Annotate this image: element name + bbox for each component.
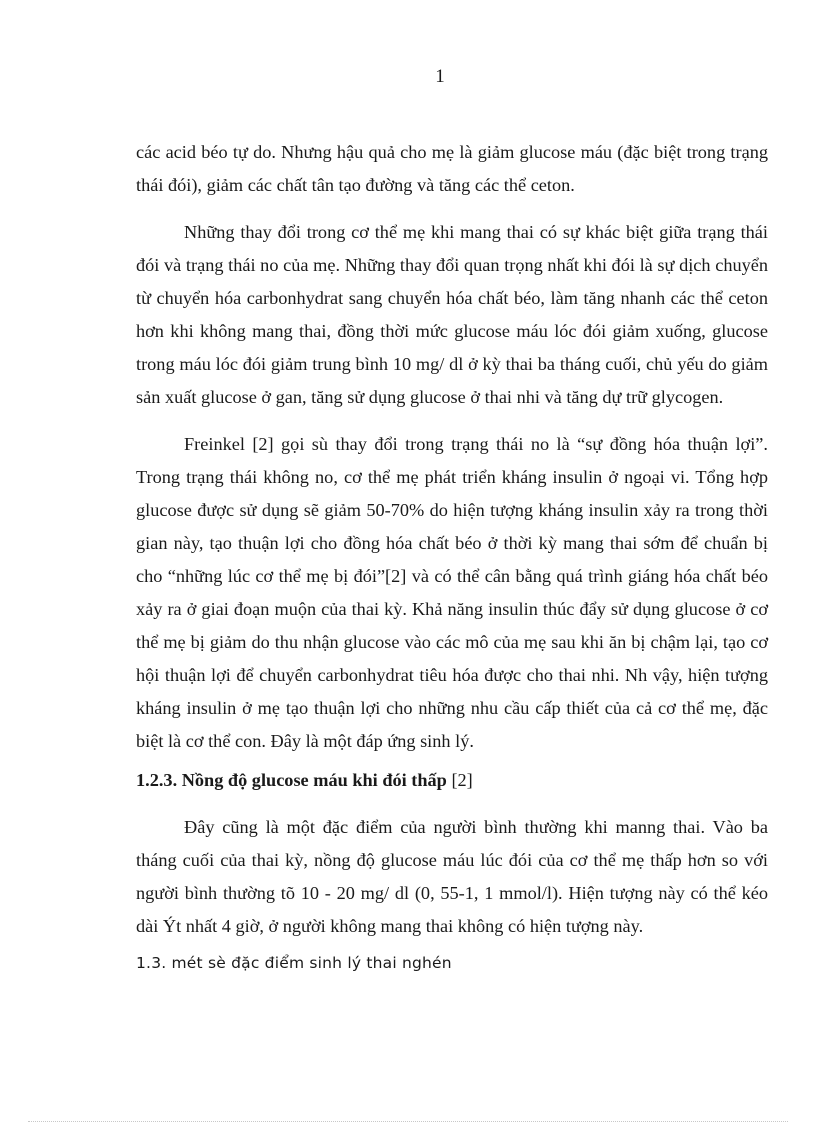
- paragraph-continuation: các acid béo tự do. Nhưng hậu quả cho mẹ là giảm glucose máu (đặc biệt trong trạng thái đói), giảm các chất tân tạo đường và tăng các thể ceton.: [136, 142, 768, 195]
- page-bottom-divider: [28, 1121, 788, 1122]
- paragraph-low-fasting-glucose: Đây cũng là một đặc điểm của người bình thường khi manng thai. Vào ba tháng cuối của thai kỳ, nồng độ glucose máu lúc đói của cơ thể mẹ thấp hơn so với người bình thường tõ 10 - 20 mg/ dl (0, 55-1, 1 mmol/l). Hiện tượng này có thể kéo dài Ýt nhất 4 giờ, ở người không mang thai không có hiện tượng này.: [136, 817, 768, 936]
- section-heading-1-2-3-ref: [2]: [451, 770, 473, 790]
- paragraph-freinkel: Freinkel [2] gọi sù thay đổi trong trạng thái no là “sự đồng hóa thuận lợi”. Trong trạng thái không no, cơ thể mẹ phát triển kháng insulin ở ngoại vi. Tổng hợp glucose được sử dụng sẽ giảm 50-70% do hiện tượng kháng insulin xảy ra trong thời gian này, tạo thuận lợi cho đồng hóa chất béo ở thời kỳ mang thai sớm để chuẩn bị cho “những lúc cơ thể mẹ bị đói”[2] và có thể cân bằng quá trình giáng hóa chất béo xảy ra ở giai đoạn muộn của thai kỳ. Khả năng insulin thúc đẩy sử dụng glucose ở cơ thể mẹ bị giảm do thu nhận glucose vào các mô của mẹ sau khi ăn bị chậm lại, tạo cơ hội thuận lợi để chuyển carbonhydrat tiêu hóa được cho thai nhi. Nh vậy, hiện tượng kháng insulin ở mẹ tạo thuận lợi cho những nhu cầu cấp thiết của cả cơ thể mẹ, đặc biệt là cơ thể con. Đây là một đáp ứng sinh lý.: [136, 434, 768, 751]
- paragraph-fasting-state: Những thay đổi trong cơ thể mẹ khi mang thai có sự khác biệt giữa trạng thái đói và trạng thái no của mẹ. Những thay đổi quan trọng nhất khi đói là sự dịch chuyển từ chuyển hóa carbonhydrat sang chuyển hóa chất béo, làm tăng nhanh các thể ceton hơn khi không mang thai, đồng thời mức glucose máu lóc đói giảm xuống, glucose trong máu lóc đói giảm trung bình 10 mg/ dl ở kỳ thai ba tháng cuối, chủ yếu do giảm sản xuất glucose ở gan, tăng sử dụng glucose ở thai nhi và tăng dự trữ glycogen.: [136, 222, 768, 407]
- section-heading-1-2-3: [136, 764, 768, 797]
- section-heading-1-2-3-text: 1.2.3. Nồng độ glucose máu khi đói thấp: [136, 770, 447, 790]
- document-body: [136, 136, 768, 977]
- section-heading-1-3: 1.3. mét sè đặc điểm sinh lý thai nghén: [136, 954, 452, 972]
- page-number: 1: [435, 66, 445, 87]
